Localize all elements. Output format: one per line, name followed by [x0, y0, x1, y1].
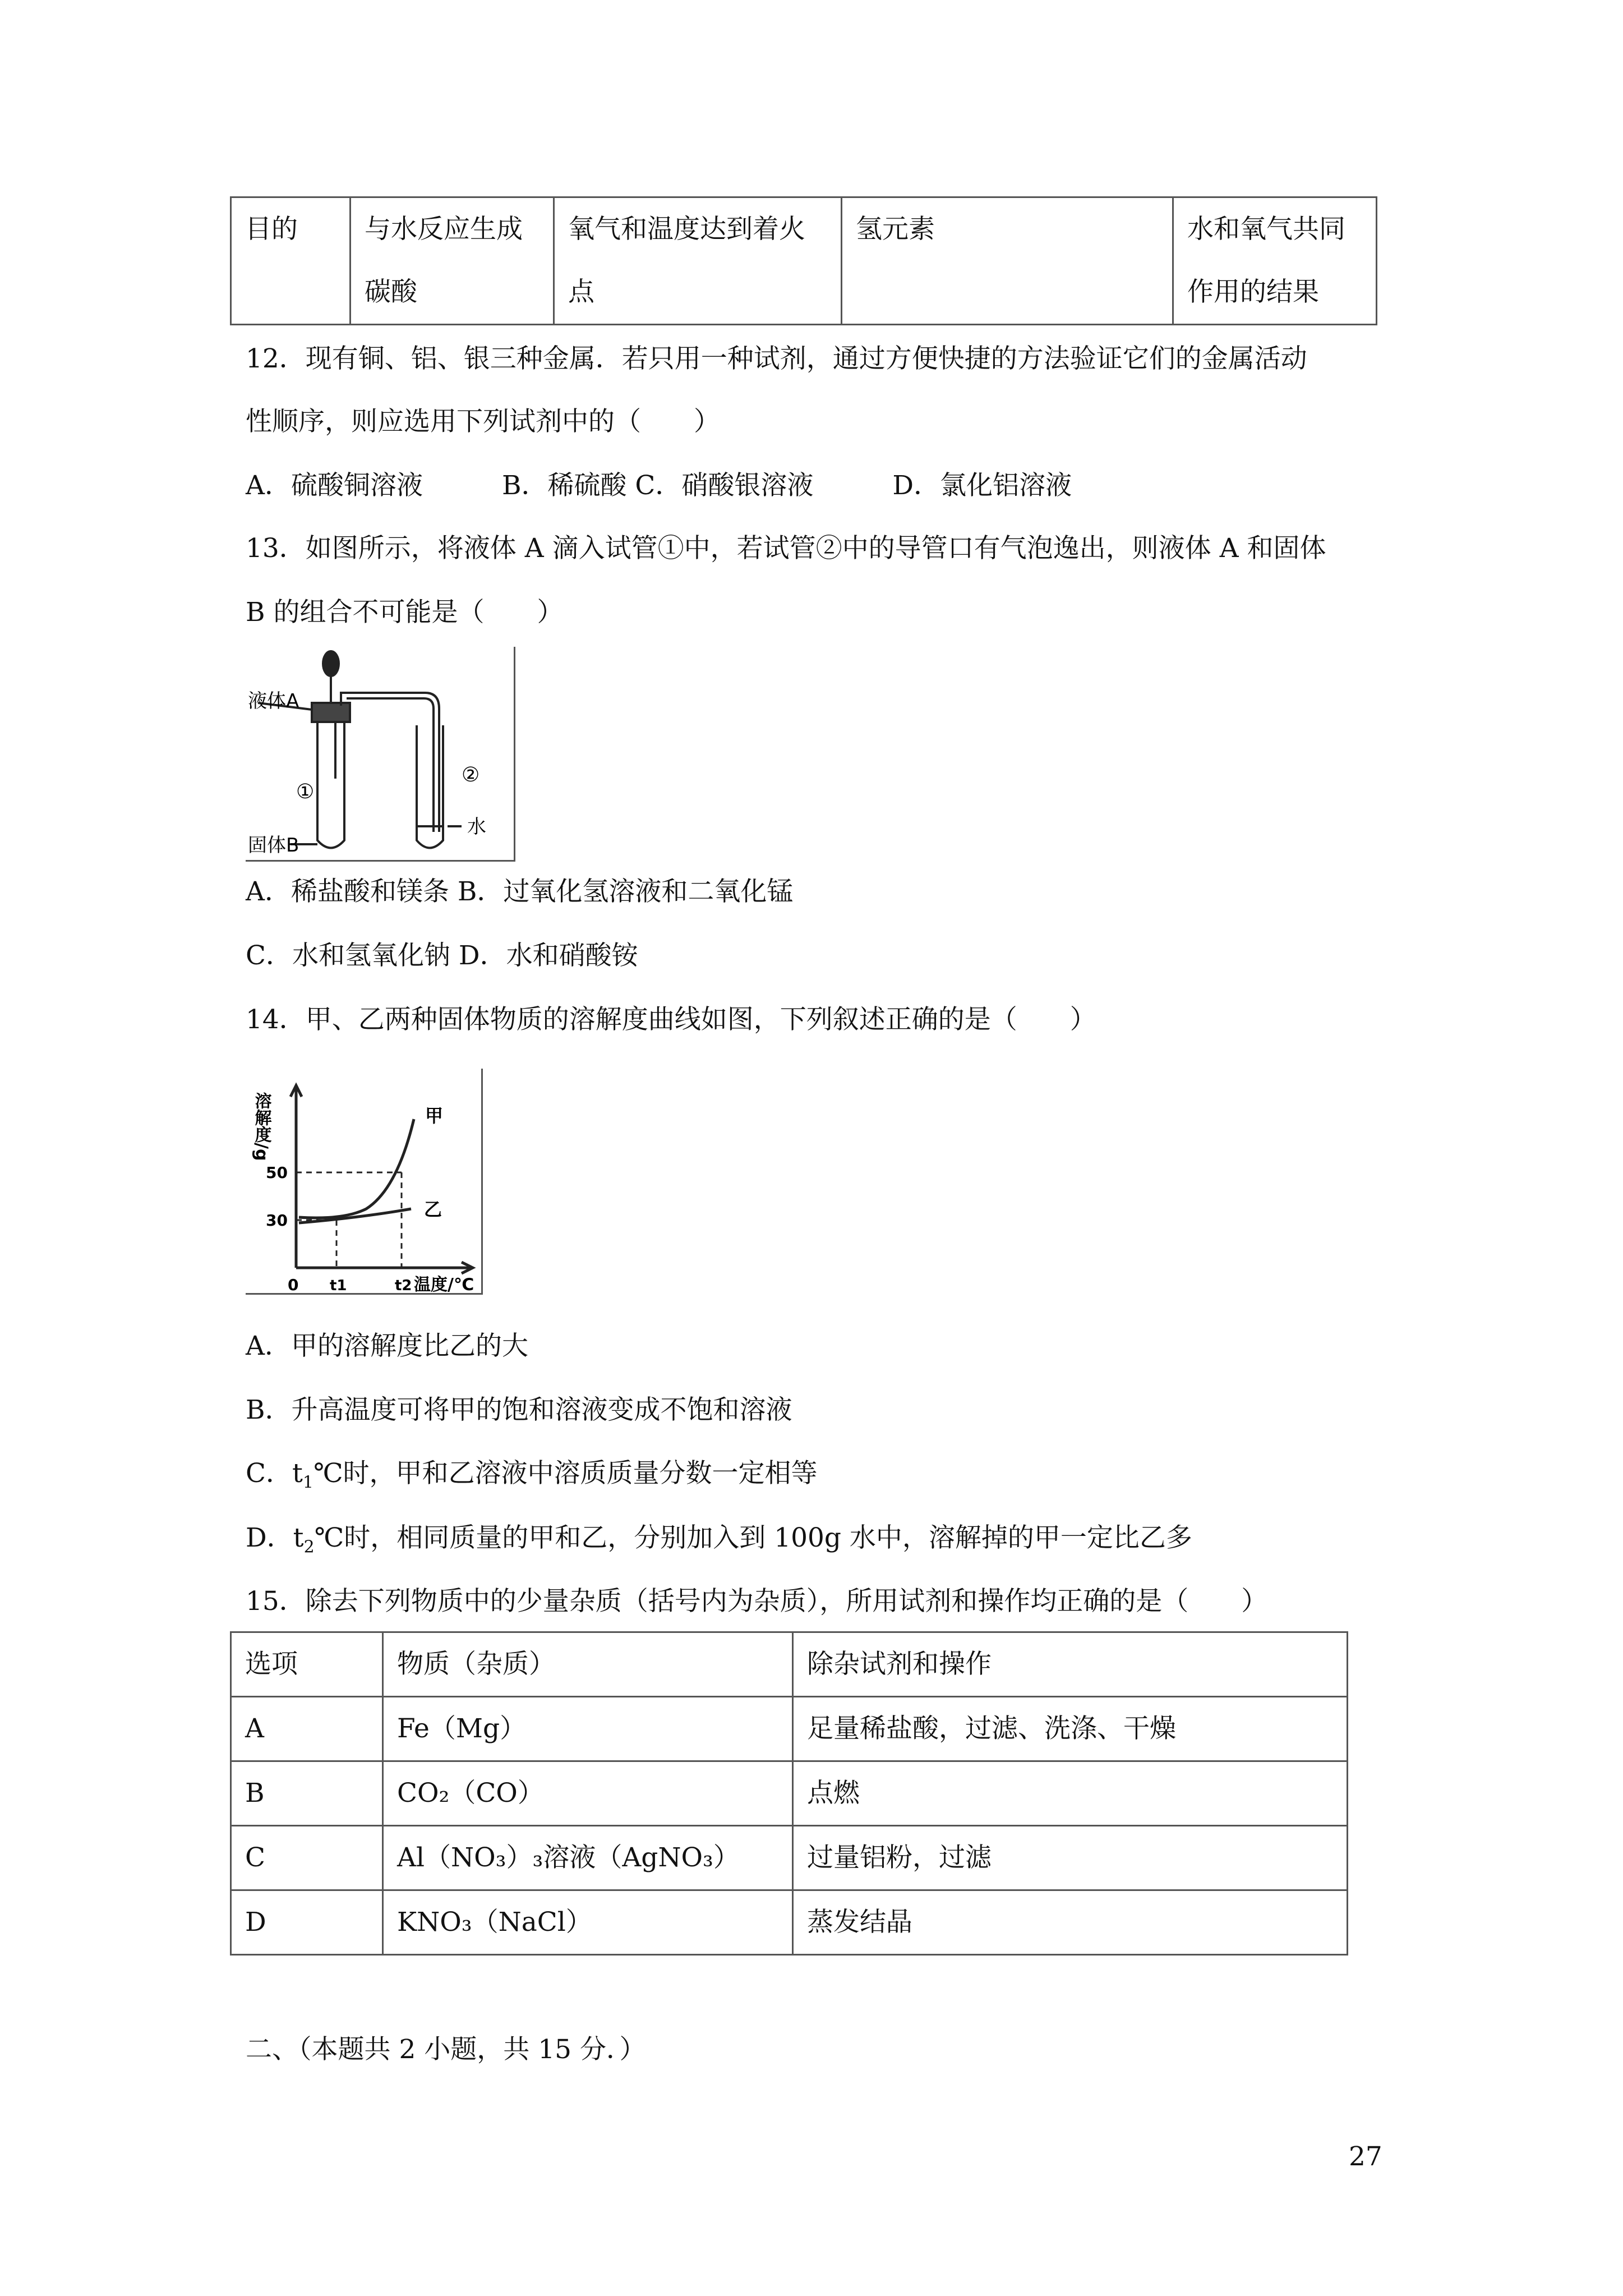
- table-cell: 与水反应生成 碳酸: [351, 197, 554, 325]
- y-axis-label: 溶解度/g: [251, 1092, 271, 1161]
- series-yi-label: 乙: [424, 1199, 442, 1220]
- series-jia-label: 甲: [425, 1105, 444, 1126]
- x-axis-label: 温度/℃: [414, 1275, 474, 1293]
- q14-option-d: D．$t_2℃$时，相同质量的甲和乙，分别加入到 100g 水中，溶解掉的甲一定比乙多: [246, 1522, 1192, 1557]
- q13-options-cd: C．水和氢氧化钠 D．水和硝酸铵: [246, 940, 638, 971]
- table-cell: B: [231, 1761, 383, 1826]
- table-header-cell: 除杂试剂和操作: [793, 1632, 1348, 1697]
- table-cell: D: [231, 1890, 383, 1955]
- q13-stem-line1: 13．如图所示，将液体 A 滴入试管①中，若试管②中的导管口有气泡逸出，则液体 A 和固体: [246, 533, 1326, 564]
- x-tick-t2: t2: [395, 1277, 412, 1293]
- tube1-label: ①: [296, 780, 315, 803]
- table-header-cell: 选项: [231, 1632, 383, 1697]
- table-row: [231, 1826, 1348, 1890]
- table-cell: C: [231, 1826, 383, 1890]
- q13-options-ab: A．稀盐酸和镁条 B．过氧化氢溶液和二氧化锰: [246, 876, 794, 907]
- table-cell: CO₂（CO）: [383, 1761, 793, 1826]
- liquid-a-label: 液体A: [248, 690, 299, 712]
- q14-stem: 14．甲、乙两种固体物质的溶解度曲线如图，下列叙述正确的是（ ）: [246, 1004, 1096, 1035]
- solid-b-label: 固体B: [248, 834, 299, 857]
- q14-solubility-chart: [246, 1069, 481, 1293]
- q12-stem-line2: 性顺序，则应选用下列试剂中的（ ）: [246, 406, 720, 437]
- q13-apparatus-diagram: [246, 647, 514, 860]
- table-cell: 水和氧气共同 作用的结果: [1173, 197, 1377, 325]
- tube2-label: ②: [462, 763, 480, 786]
- q14-option-c: C．$t_1℃$时，甲和乙溶液中溶质质量分数一定相等: [246, 1458, 818, 1493]
- q12-options: A．硫酸铜溶液 B．稀硫酸 C．硝酸银溶液 D．氯化铝溶液: [246, 470, 1072, 501]
- table-cell: 氧气和温度达到着火 点: [554, 197, 842, 325]
- top-table: [230, 196, 1377, 325]
- table-cell: 点燃: [793, 1761, 1348, 1826]
- table-cell: Fe（Mg）: [383, 1697, 793, 1761]
- table-cell: 蒸发结晶: [793, 1890, 1348, 1955]
- page-number: 27: [1349, 2141, 1382, 2172]
- y-tick-50: 50: [266, 1163, 288, 1182]
- table-row: [231, 1697, 1348, 1761]
- table-row: [231, 1890, 1348, 1955]
- q15-table: [230, 1631, 1348, 1955]
- water-label: 水: [467, 816, 486, 838]
- table-cell: 过量铝粉，过滤: [793, 1826, 1348, 1890]
- q13-apparatus-figure: [246, 647, 515, 862]
- table-cell: 氢元素: [842, 197, 1173, 325]
- q15-stem: 15．除去下列物质中的少量杂质（括号内为杂质），所用试剂和操作均正确的是（ ）: [246, 1586, 1268, 1617]
- table-row: [231, 1761, 1348, 1826]
- table-header-row: [231, 1632, 1348, 1697]
- y-tick-30: 30: [266, 1211, 288, 1230]
- origin-label: 0: [288, 1276, 299, 1293]
- table-cell: KNO₃（NaCl）: [383, 1890, 793, 1955]
- q12-stem-line1: 12．现有铜、铝、银三种金属．若只用一种试剂，通过方便快捷的方法验证它们的金属活动: [246, 343, 1307, 374]
- section-2-heading: 二、（本题共 2 小题，共 15 分．）: [246, 2034, 646, 2065]
- q14-option-a: A．甲的溶解度比乙的大: [246, 1331, 528, 1361]
- table-header-cell: 物质（杂质）: [383, 1632, 793, 1697]
- q13-stem-line2: B 的组合不可能是（ ）: [246, 597, 564, 628]
- q14-solubility-figure: [246, 1069, 483, 1295]
- table-cell: Al（NO₃）₃溶液（AgNO₃）: [383, 1826, 793, 1890]
- table-cell: 目的: [231, 197, 351, 325]
- q14-option-b: B．升高温度可将甲的饱和溶液变成不饱和溶液: [246, 1395, 792, 1425]
- table-cell: A: [231, 1697, 383, 1761]
- x-tick-t1: t1: [330, 1277, 347, 1293]
- table-cell: 足量稀盐酸，过滤、洗涤、干燥: [793, 1697, 1348, 1761]
